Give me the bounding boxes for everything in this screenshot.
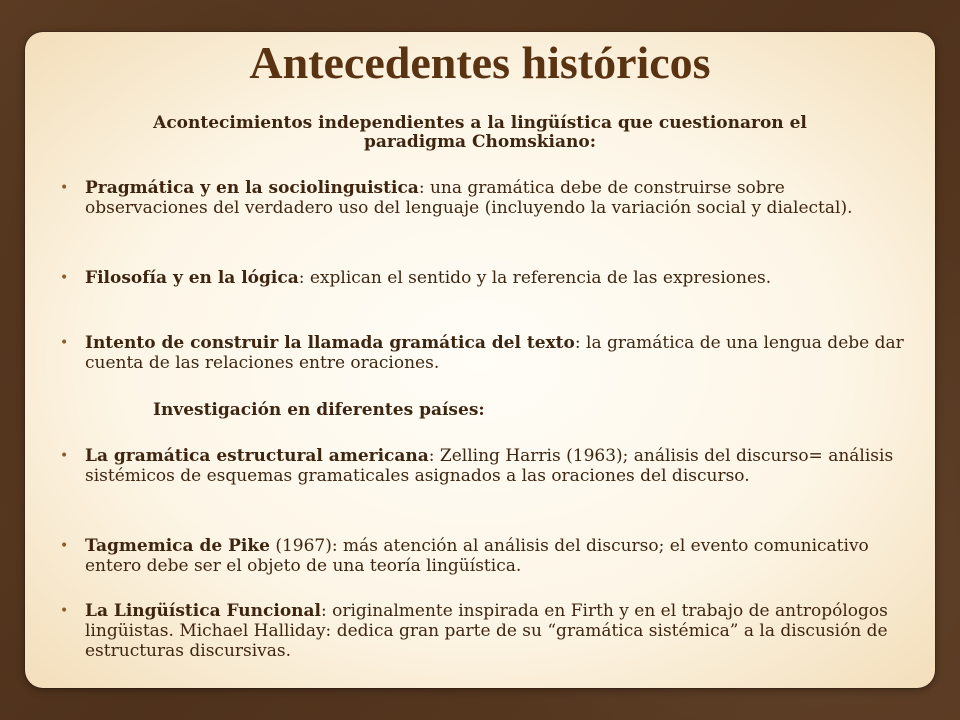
bullet-item: [60, 268, 910, 288]
bullet-item: [60, 446, 910, 486]
bullet-icon: •: [60, 180, 69, 196]
bullet-item: [60, 333, 910, 373]
slide-title: Antecedentes históricos: [249, 37, 711, 88]
bullet-item: [60, 601, 910, 661]
bullet-term: Filosofía y en la lógica: [85, 268, 299, 288]
bullet-icon: •: [60, 270, 69, 286]
bullet-icon: •: [60, 335, 69, 351]
bullet-item: [60, 178, 910, 218]
bullet-term: La gramática estructural americana: [85, 446, 429, 466]
bullet-text: (1967): más atención al análisis del discurso; el evento comunicativo entero debe ser el objeto de una teoría lingüística.: [85, 536, 869, 576]
bullet-item: [60, 536, 910, 576]
bullet-term: Tagmemica de Pike: [85, 536, 270, 556]
bullet-text: : originalmente inspirada en Firth y en el trabajo de antropólogos lingüistas. Michael Halliday: dedica gran parte de su “gramática sistémica” a la discusión de estructuras discursivas.: [85, 601, 888, 661]
bullet-term: Intento de construir la llamada gramática del texto: [85, 333, 575, 353]
bullet-text: : una gramática debe de construirse sobre observaciones del verdadero uso del lenguaje (incluyendo la variación social y dialectal).: [85, 178, 853, 218]
subtitle: Acontecimientos independientes a la lingüística que cuestionaron el paradigma Chomskiano:: [153, 113, 807, 152]
section-heading: Investigación en diferentes países:: [153, 400, 485, 420]
bullet-text: : la gramática de una lengua debe dar cuenta de las relaciones entre oraciones.: [85, 333, 904, 373]
bullet-icon: •: [60, 603, 69, 619]
bullet-icon: •: [60, 538, 69, 554]
bullet-term: La Lingüística Funcional: [85, 601, 321, 621]
bullet-icon: •: [60, 448, 69, 464]
bullet-term: Pragmática y en la sociolinguistica: [85, 178, 419, 198]
bullet-text: : Zelling Harris (1963); análisis del discurso= análisis sistémicos de esquemas gramaticales asignados a las oraciones del discurso.: [85, 446, 894, 486]
bullet-text: : explican el sentido y la referencia de las expresiones.: [298, 268, 772, 288]
